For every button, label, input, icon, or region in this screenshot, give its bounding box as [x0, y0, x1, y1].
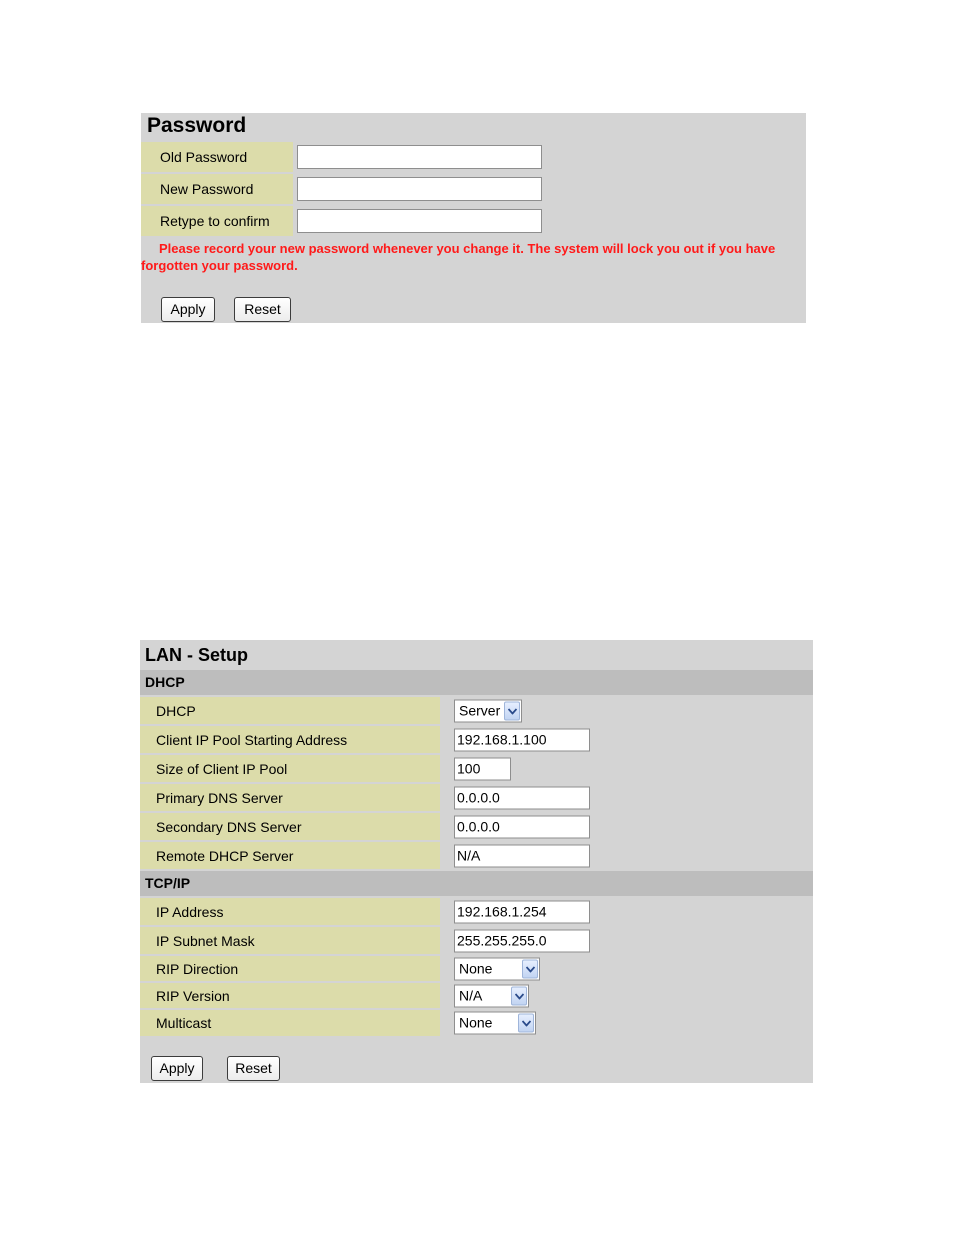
- lan-setup-title: LAN - Setup: [140, 640, 813, 670]
- dhcp-mode-value: Server: [459, 702, 501, 718]
- chevron-down-icon[interactable]: [511, 986, 527, 1005]
- pool-start-input[interactable]: [454, 728, 590, 751]
- dhcp-section-header: DHCP: [140, 670, 813, 695]
- remote-dhcp-row: [140, 842, 813, 869]
- old-password-row: [141, 142, 806, 172]
- primary-dns-input[interactable]: [454, 786, 590, 809]
- lan-reset-button[interactable]: Reset: [227, 1056, 280, 1081]
- retype-password-row: [141, 206, 806, 236]
- password-warning-line1: Please record your new password whenever you change it. The system will lock you out if you have: [159, 241, 776, 256]
- chevron-down-icon[interactable]: [504, 701, 520, 720]
- rip-direction-select[interactable]: [454, 957, 540, 980]
- password-warning-line2: forgotten your password.: [141, 258, 298, 273]
- remote-dhcp-input[interactable]: [454, 844, 590, 867]
- lan-button-bar: [140, 1038, 813, 1083]
- pool-size-label: Size of Client IP Pool: [140, 755, 440, 782]
- rip-version-label: RIP Version: [140, 983, 440, 1008]
- subnet-mask-row: [140, 927, 813, 954]
- password-reset-button[interactable]: Reset: [234, 297, 291, 322]
- remote-dhcp-label: Remote DHCP Server: [140, 842, 440, 869]
- chevron-down-icon[interactable]: [518, 1014, 534, 1033]
- pool-start-label: Client IP Pool Starting Address: [140, 726, 440, 753]
- lan-apply-button[interactable]: Apply: [151, 1056, 203, 1081]
- rip-version-value: N/A: [459, 987, 483, 1003]
- multicast-row: [140, 1010, 813, 1036]
- retype-password-input[interactable]: [297, 209, 542, 233]
- password-panel: [141, 113, 806, 323]
- rip-version-row: [140, 983, 813, 1008]
- secondary-dns-input[interactable]: [454, 815, 590, 838]
- tcpip-section-header: TCP/IP: [140, 871, 813, 896]
- multicast-label: Multicast: [140, 1010, 440, 1036]
- lan-setup-panel: [140, 640, 813, 1083]
- primary-dns-label: Primary DNS Server: [140, 784, 440, 811]
- retype-password-label: Retype to confirm: [141, 206, 293, 236]
- multicast-value: None: [459, 1014, 493, 1031]
- password-title: Password: [141, 113, 806, 139]
- rip-direction-label: RIP Direction: [140, 956, 440, 981]
- subnet-mask-label: IP Subnet Mask: [140, 927, 440, 954]
- pool-size-row: [140, 755, 813, 782]
- rip-direction-value: None: [459, 960, 493, 976]
- pool-size-input[interactable]: [454, 757, 511, 780]
- new-password-input[interactable]: [297, 177, 542, 201]
- rip-version-select[interactable]: [454, 984, 529, 1007]
- ip-address-row: [140, 898, 813, 925]
- dhcp-mode-label: DHCP: [140, 697, 440, 724]
- chevron-down-icon[interactable]: [522, 959, 538, 978]
- new-password-label: New Password: [141, 174, 293, 204]
- ip-address-label: IP Address: [140, 898, 440, 925]
- ip-address-input[interactable]: [454, 900, 590, 923]
- old-password-label: Old Password: [141, 142, 293, 172]
- subnet-mask-input[interactable]: [454, 929, 590, 952]
- password-warning: [141, 237, 806, 277]
- pool-start-row: [140, 726, 813, 753]
- dhcp-mode-row: [140, 697, 813, 724]
- rip-direction-row: [140, 956, 813, 981]
- secondary-dns-row: [140, 813, 813, 840]
- secondary-dns-label: Secondary DNS Server: [140, 813, 440, 840]
- dhcp-mode-select[interactable]: [454, 699, 522, 722]
- old-password-input[interactable]: [297, 145, 542, 169]
- primary-dns-row: [140, 784, 813, 811]
- multicast-select[interactable]: [454, 1012, 536, 1035]
- password-apply-button[interactable]: Apply: [161, 297, 215, 322]
- new-password-row: [141, 174, 806, 204]
